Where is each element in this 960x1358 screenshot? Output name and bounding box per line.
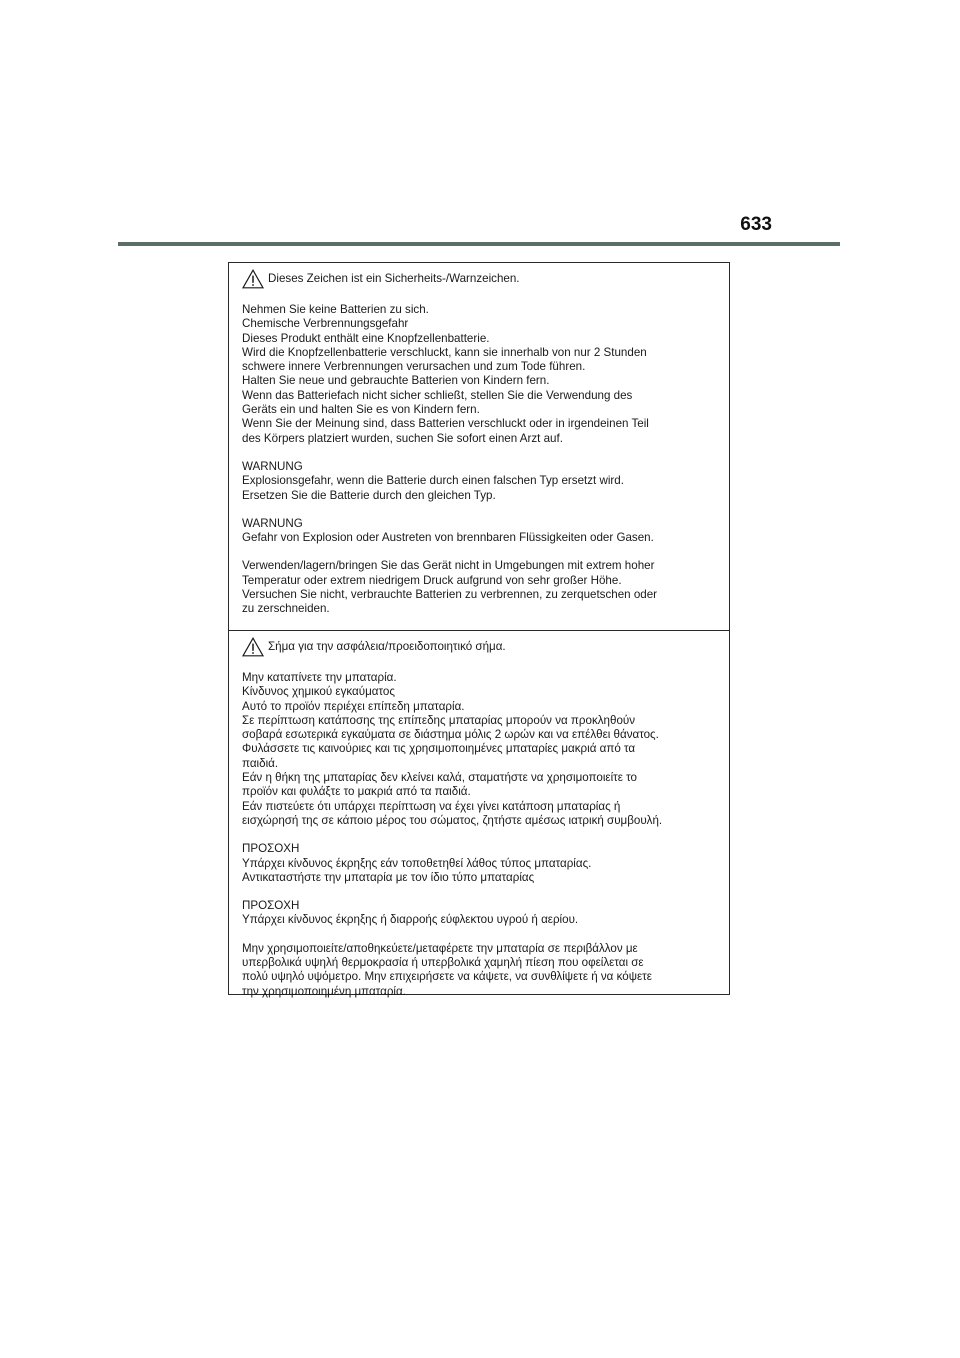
german-warning-header-text: Dieses Zeichen ist ein Sicherheits-/Warnzeichen. bbox=[268, 272, 520, 285]
paragraph bbox=[242, 942, 717, 999]
german-paragraphs bbox=[242, 303, 717, 617]
text-line: Αυτό το προϊόν περιέχει επίπεδη μπαταρία. bbox=[242, 699, 465, 713]
text-line: Κίνδυνος χημικού εγκαύματος bbox=[242, 685, 395, 699]
text-line: υπερβολικά υψηλή θερμοκρασία ή υπερβολικά χαμηλή πίεση που οφείλεται σε bbox=[242, 956, 644, 970]
text-line: Explosionsgefahr, wenn die Batterie durch einen falschen Typ ersetzt wird. bbox=[242, 474, 624, 488]
text-line: zu zerschneiden. bbox=[242, 602, 330, 616]
battery-warning-box bbox=[228, 262, 730, 998]
german-warning-header bbox=[242, 269, 717, 289]
text-line: Ersetzen Sie die Batterie durch den gleichen Typ. bbox=[242, 488, 496, 502]
text-line: πολύ υψηλό υψόμετρο. Μην επιχειρήσετε να κάψετε, να συνθλίψετε ή να κόψετε bbox=[242, 970, 652, 984]
text-line: προϊόν και φυλάξτε το μακριά από τα παιδιά. bbox=[242, 785, 471, 799]
paragraph bbox=[242, 559, 717, 616]
paragraph bbox=[242, 842, 717, 885]
text-line: ΠΡΟΣΟΧΗ bbox=[242, 899, 300, 913]
greek-warning-section bbox=[229, 631, 729, 998]
text-line: Εάν πιστεύετε ότι υπάρχει περίπτωση να έχει γίνει κατάποση μπαταρίας ή bbox=[242, 799, 621, 813]
text-line: σοβαρά εσωτερικά εγκαύματα σε διάστημα μόλις 2 ωρών και να επέλθει θάνατος. bbox=[242, 728, 659, 742]
text-line: des Körpers platziert wurden, suchen Sie sofort einen Arzt auf. bbox=[242, 431, 563, 445]
text-line: παιδιά. bbox=[242, 756, 279, 770]
german-warning-section bbox=[229, 263, 729, 631]
text-line: WARNUNG bbox=[242, 459, 303, 473]
text-line: schwere innere Verbrennungen verursachen und zum Tode führen. bbox=[242, 360, 586, 374]
text-line: Wird die Knopfzellenbatterie verschluckt, kann sie innerhalb von nur 2 Stunden bbox=[242, 345, 647, 359]
greek-paragraphs bbox=[242, 671, 717, 999]
text-line: την χρησιμοποιημένη μπαταρία. bbox=[242, 984, 406, 998]
paragraph bbox=[242, 899, 717, 928]
text-line: Geräts ein und halten Sie es von Kindern fern. bbox=[242, 403, 480, 417]
text-line: Dieses Produkt enthält eine Knopfzellenbatterie. bbox=[242, 331, 490, 345]
paragraph bbox=[242, 517, 717, 546]
greek-warning-header bbox=[242, 637, 717, 657]
text-line: WARNUNG bbox=[242, 516, 303, 530]
paragraph bbox=[242, 460, 717, 503]
text-line: Halten Sie neue und gebrauchte Batterien von Kindern fern. bbox=[242, 374, 550, 388]
greek-warning-header-text: Σήμα για την ασφάλεια/προειδοποιητικό σήμα. bbox=[268, 640, 506, 653]
text-line: ΠΡΟΣΟΧΗ bbox=[242, 842, 300, 856]
paragraph bbox=[242, 671, 717, 828]
text-line: Μην καταπίνετε την μπαταρία. bbox=[242, 671, 397, 684]
text-line: Nehmen Sie keine Batterien zu sich. bbox=[242, 303, 429, 316]
text-line: Chemische Verbrennungsgefahr bbox=[242, 317, 409, 331]
warning-triangle-icon bbox=[242, 637, 264, 657]
text-line: Wenn Sie der Meinung sind, dass Batterien verschluckt oder in irgendeinen Teil bbox=[242, 417, 649, 431]
text-line: Wenn das Batteriefach nicht sicher schließt, stellen Sie die Verwendung des bbox=[242, 388, 633, 402]
text-line: Σε περίπτωση κατάποσης της επίπεδης μπαταρίας μπορούν να προκληθούν bbox=[242, 713, 636, 727]
warning-triangle-icon bbox=[242, 269, 264, 289]
text-line: Υπάρχει κίνδυνος έκρηξης ή διαρροής εύφλεκτου υγρού ή αερίου. bbox=[242, 913, 579, 927]
text-line: εισχώρησή της σε κάποιο μέρος του σώματος, ζητήστε αμέσως ιατρική συμβουλή. bbox=[242, 813, 663, 827]
text-line: Verwenden/lagern/bringen Sie das Gerät nicht in Umgebungen mit extrem hoher bbox=[242, 559, 655, 573]
text-line: Μην χρησιμοποιείτε/αποθηκεύετε/μεταφέρετε την μπαταρία σε περιβάλλον με bbox=[242, 941, 638, 955]
page-number: 633 bbox=[740, 214, 772, 235]
text-line: Εάν η θήκη της μπαταρίας δεν κλείνει καλά, σταματήστε να χρησιμοποιείτε το bbox=[242, 771, 637, 785]
text-line: Φυλάσσετε τις καινούριες και τις χρησιμοποιημένες μπαταρίες μακριά από τα bbox=[242, 742, 636, 756]
text-line: Gefahr von Explosion oder Austreten von brennbaren Flüssigkeiten oder Gasen. bbox=[242, 531, 654, 545]
header-rule bbox=[118, 242, 840, 246]
text-line: Υπάρχει κίνδυνος έκρηξης εάν τοποθετηθεί λάθος τύπος μπαταρίας. bbox=[242, 856, 592, 870]
paragraph bbox=[242, 303, 717, 446]
text-line: Versuchen Sie nicht, verbrauchte Batterien zu verbrennen, zu zerquetschen oder bbox=[242, 588, 658, 602]
text-line: Αντικαταστήστε την μπαταρία με τον ίδιο τύπο μπαταρίας bbox=[242, 870, 535, 884]
text-line: Temperatur oder extrem niedrigem Druck aufgrund von sehr großer Höhe. bbox=[242, 573, 622, 587]
